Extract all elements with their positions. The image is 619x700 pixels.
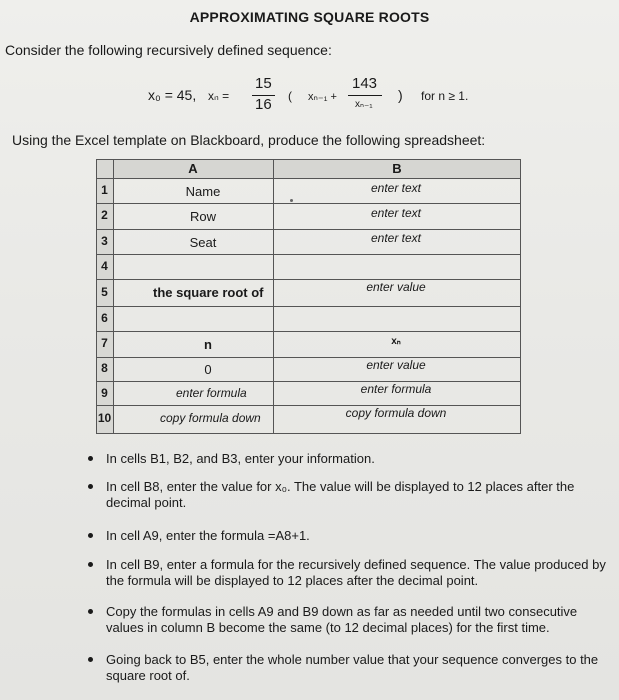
column-b-header: B [392, 161, 402, 176]
row-number: 5 [101, 285, 108, 299]
row-number: 4 [101, 259, 108, 273]
formula-xn1-plus: xₙ₋₁ + [308, 91, 337, 103]
row-number: 2 [101, 208, 108, 222]
page-title: APPROXIMATING SQUARE ROOTS [189, 9, 430, 25]
formula-frac2-bar [348, 95, 382, 96]
row-number: 6 [101, 311, 108, 325]
list-item-text: In cell B9, enter a formula for the recursively defined sequence. The value produced by the formula will be displayed to 12 places after the decimal point. [106, 557, 606, 588]
formula-xn: xₙ = [208, 89, 230, 103]
formula-frac2-den: xₙ₋₁ [355, 99, 373, 110]
bullet-icon [88, 484, 93, 489]
bullet-icon [88, 533, 93, 538]
cell-a9: enter formula [176, 386, 247, 400]
speck-mark [290, 199, 293, 202]
intro-text: Consider the following recursively defined sequence: [5, 42, 332, 58]
formula-frac1-num: 15 [255, 75, 272, 92]
formula-frac2-num: 143 [352, 75, 378, 92]
cell-b5: enter value [366, 280, 426, 294]
cell-a7: n [204, 337, 212, 352]
spreadsheet [96, 159, 521, 434]
cell-b8: enter value [366, 358, 426, 372]
row-number: 3 [101, 234, 108, 248]
bullet-icon [88, 562, 93, 567]
list-item-text: In cell B8, enter the value for x₀. The value will be displayed to 12 places after the decimal point. [106, 479, 575, 510]
row-number: 1 [101, 183, 108, 197]
cell-b10: copy formula down [345, 406, 447, 420]
row-number: 7 [101, 336, 108, 350]
formula-open-paren: ( [288, 89, 292, 103]
bullet-icon [88, 456, 93, 461]
list-item-text: In cells B1, B2, and B3, enter your information. [106, 451, 375, 466]
cell-a3: Seat [189, 235, 217, 250]
formula-frac1-den: 16 [255, 96, 272, 113]
cell-a2: Row [189, 209, 216, 224]
bullet-icon [88, 609, 93, 614]
list-item-text: Going back to B5, enter the whole number value that your sequence converges to the square root of. [106, 652, 599, 683]
cell-a5: the square root of [153, 285, 264, 300]
cell-a1: Name [185, 184, 221, 199]
bullet-icon [88, 657, 93, 662]
instruction-text: Using the Excel template on Blackboard, produce the following spreadsheet: [12, 132, 486, 148]
cell-a10: copy formula down [160, 411, 261, 425]
list-item-text: Copy the formulas in cells A9 and B9 down as far as needed until two consecutive values in column B become the same (to 12 decimal places) for the first time. [106, 604, 578, 635]
list-item-text: In cell A9, enter the formula =A8+1. [106, 528, 310, 543]
column-a-header: A [188, 161, 198, 176]
cell-b3: enter text [370, 231, 422, 245]
cell-b7: xₙ [391, 336, 401, 347]
cell-a8: 0 [204, 362, 212, 377]
cell-b9: enter formula [360, 382, 432, 396]
row-number: 9 [101, 386, 108, 400]
cell-b2: enter text [370, 206, 422, 220]
row-number: 8 [101, 361, 108, 375]
row-number: 10 [97, 411, 112, 425]
formula-condition: for n ≥ 1. [421, 89, 469, 103]
formula-x0: x₀ = 45, [148, 87, 197, 103]
cell-b1: enter text [370, 181, 422, 195]
formula-close-paren: ) [398, 87, 403, 103]
